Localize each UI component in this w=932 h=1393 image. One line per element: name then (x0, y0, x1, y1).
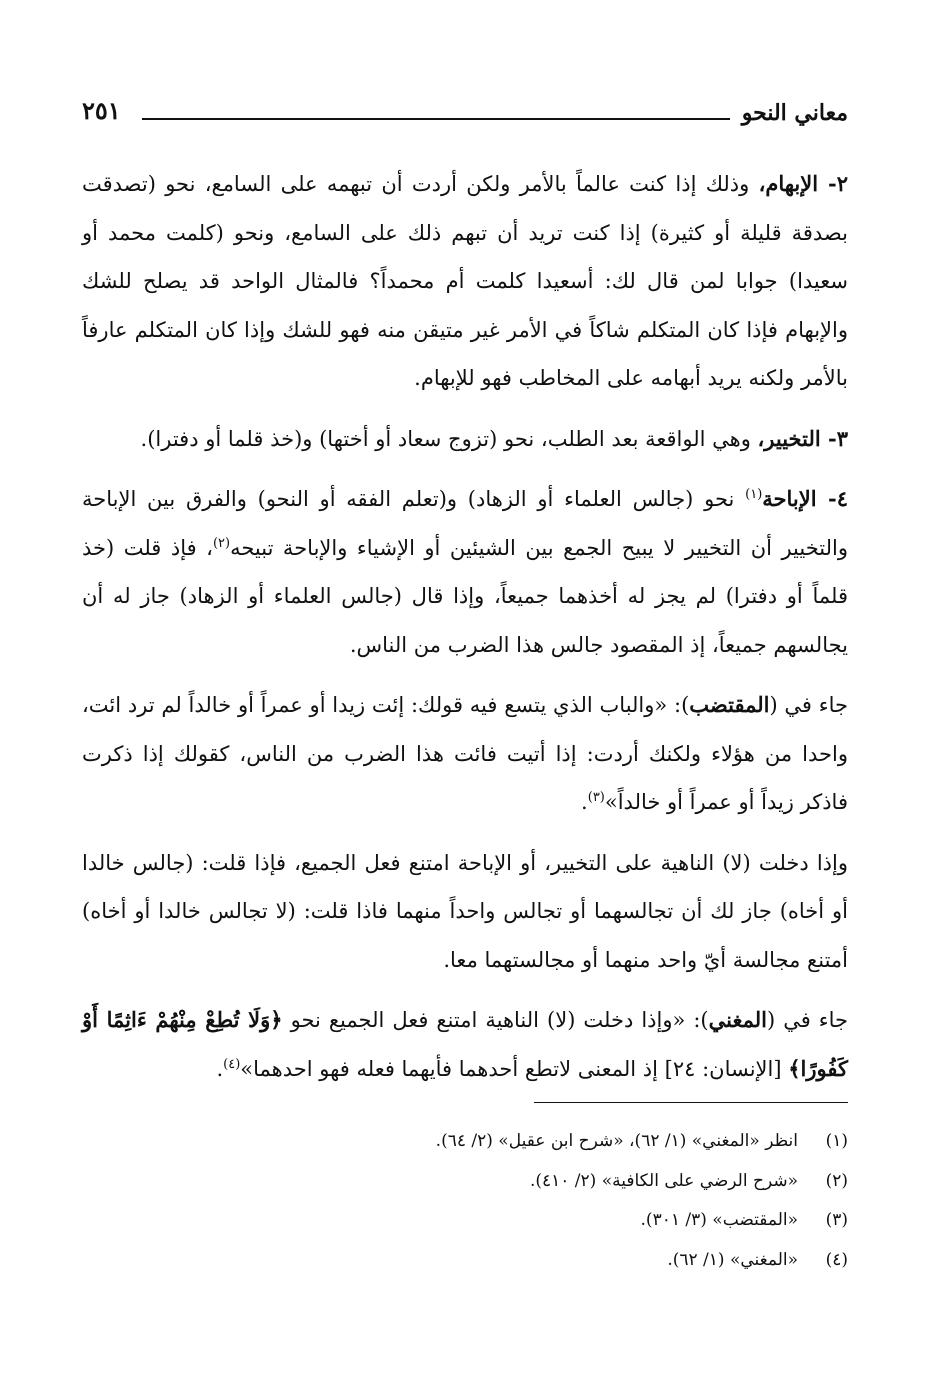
footnote-text: «المغني» (١/ ٦٢). (667, 1249, 798, 1270)
paragraph-text: جاء في ( (766, 1008, 849, 1032)
paragraph-text: وهي الواقعة بعد الطلب، نحو (تزوج سعاد أو أختها) و(خذ قلما أو دفترا). (140, 426, 758, 451)
footnotes (82, 1122, 848, 1280)
main-text (82, 160, 848, 1105)
paragraph-ibham (82, 160, 848, 403)
paragraph-ibaha (82, 475, 848, 669)
header-rule (142, 118, 730, 120)
section-heading: ٢- الإبهام، (758, 171, 848, 196)
source-title: المقتضب (689, 692, 770, 717)
footnote-number: (٤) (825, 1249, 848, 1270)
running-title: معاني النحو (741, 100, 848, 126)
section-heading: ٤- الإباحة (762, 486, 848, 511)
footnote-text: «المقتضب» (٣/ ٣٠١). (640, 1210, 798, 1230)
footnote-ref: (١) (745, 487, 763, 502)
paragraph-la-nahiya (82, 839, 848, 985)
footnote-number: (٣) (825, 1210, 848, 1230)
paragraph-muqtadab-quote (82, 681, 848, 827)
page-number: ٢٥١ (82, 96, 121, 125)
paragraph-text: وإذا دخلت (لا) الناهية على التخيير، أو الإباحة امتنع فعل الجميع، فإذا قلت: (جالس خالدا أو أخاه) جاز لك أن تجالسهما أو تجالس واحداً منهما فاذا قلت: (لا تجالس خالدا أو أخاه) أمتنع مجالسة أيّ واحد منهما أو مجالستهما معا. (82, 850, 848, 972)
footnote-separator (534, 1102, 848, 1103)
footnote-ref: (٣) (587, 790, 605, 805)
footnote-item (82, 1162, 848, 1202)
paragraph-takhyir (82, 415, 848, 464)
page-header (82, 96, 848, 136)
footnote-ref: (٢) (212, 535, 231, 551)
quran-verse: ﴿وَلَا تُطِعْ مِنْهُمْ ءَاثِمًا أَوْ كَفُورًا﴾ (82, 1007, 848, 1081)
footnote-ref: (٤) (223, 1056, 241, 1072)
paragraph-mughni-quote (82, 996, 848, 1093)
paragraph-text: ، فإذ قلت (خذ قلماً أو دفترا) لم يجز له أخذهما جميعاً، وإذا قال (جالس العلماء أو الزهاد) جاز له أن يجالسهم جميعاً، إذ المقصود جالس هذا الضرب من الناس. (82, 535, 848, 657)
footnote-text: «شرح الرضي على الكافية» (٢/ ٤١٠). (529, 1170, 798, 1191)
paragraph-text: . (216, 1056, 224, 1081)
footnote-number: (١) (825, 1131, 848, 1151)
paragraph-text: جاء في ( (769, 693, 848, 717)
footnote-item (82, 1201, 848, 1241)
paragraph-text: وذلك إذا كنت عالماً بالأمر ولكن أردت أن تبهمه على السامع، نحو (تصدقت بصدقة قليلة أو كثيرة) إذا كنت تريد أن تبهم ذلك على السامع، ونحو (كلمت محمد أو سعيدا) جوابا لمن قال لك: أسعيدا كلمت أم محمداً؟ فالمثال الواحد قد يصلح للشك والإبهام فإذا كان المتكلم شاكاً في الأمر غير متيقن منه فهو للشك وإذا كان المتكلم عارفاً بالأمر ولكنه يريد أبهامه على المخاطب فهو للإبهام. (82, 172, 848, 390)
source-title: المغني (708, 1007, 767, 1032)
paragraph-text: نحو (جالس العلماء أو الزهاد) و(تعلم الفقه أو النحو) والفرق بين الإباحة والتخيير أن التخيير لا يبيح الجمع بين الشيئين أو الإشياء والإباحة تبيحه (82, 487, 848, 560)
footnote-text: انظر «المغني» (١/ ٦٢)، «شرح ابن عقيل» (٢/ ٦٤). (435, 1131, 798, 1151)
footnote-item (82, 1122, 848, 1162)
section-heading: ٣- التخيير، (757, 425, 848, 451)
paragraph-text: ): «وإذا دخلت (لا) الناهية امتنع فعل الجميع نحو (282, 1008, 709, 1032)
footnote-number: (٢) (825, 1170, 848, 1191)
paragraph-text: . (581, 790, 588, 814)
paragraph-text: [الإنسان: ٢٤] إذ المعنى لاتطع أحدهما فأيهما فعله فهو احدهما» (240, 1056, 789, 1081)
footnote-item (82, 1241, 848, 1281)
paragraph-text: ): «والباب الذي يتسع فيه قولك: إئت زيدا أو عمراً أو خالداً لم ترد ائت، واحدا من هؤلاء ولكنك أردت: إذا أتيت فائت هذا الضرب من الناس، كقولك إذا ذكرت فاذكر زيداً أو عمراً أو خالداً» (82, 693, 848, 814)
